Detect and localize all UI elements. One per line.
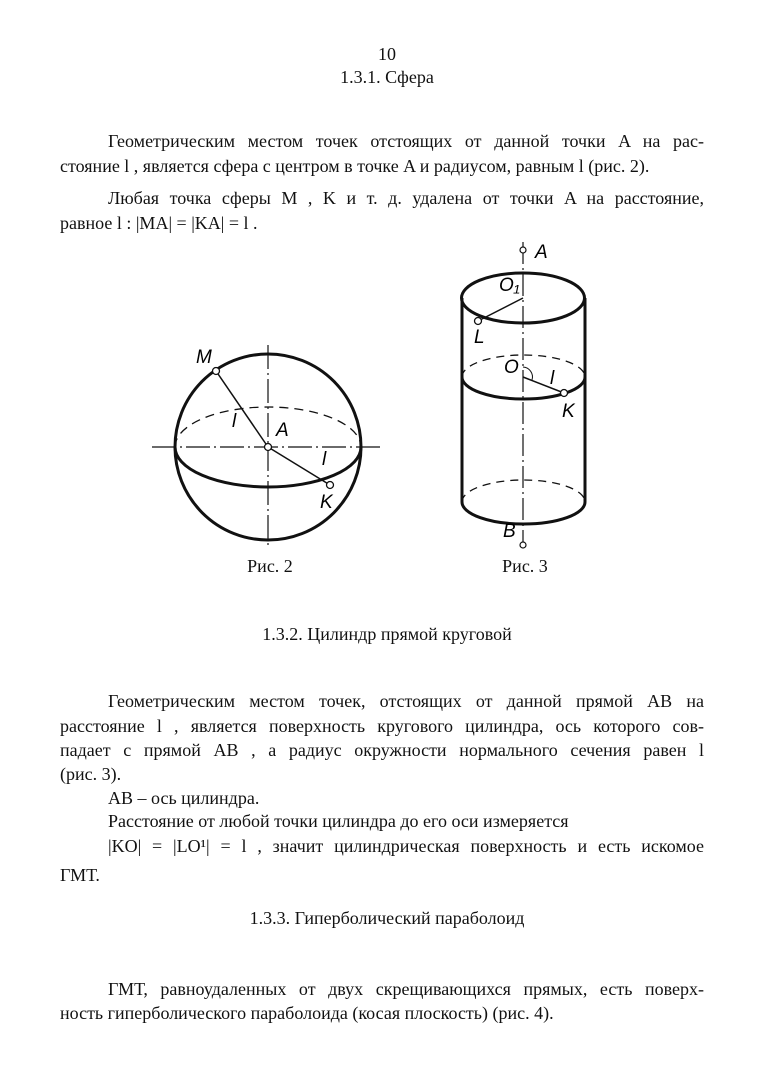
cylinder-paragraph-line-1: Геометрическим местом точек, отстоящих от данной прямой AB на xyxy=(108,691,704,711)
cylinder-distance-line: Расстояние от любой точки цилиндра до его оси измеряется xyxy=(108,811,569,831)
paraboloid-paragraph-line-2: ность гиперболического параболоида (косая плоскость) (рис. 4). xyxy=(60,1003,554,1023)
sphere-paragraph-2-line-1: Любая точка сферы M , K и т. д. удалена от точки A на расстояние, xyxy=(108,188,704,208)
label-L: L xyxy=(474,327,485,348)
figure-2-sphere xyxy=(140,335,390,550)
label-l-upper: l xyxy=(232,411,237,432)
cylinder-paragraph-line-4: (рис. 3). xyxy=(60,764,122,784)
figure-3-caption: Рис. 3 xyxy=(502,556,548,576)
label-l: l xyxy=(550,368,555,389)
section-title-hyperbolic-paraboloid: 1.3.3. Гиперболический параболоид xyxy=(249,908,525,928)
radius-AK xyxy=(268,447,330,485)
point-K xyxy=(327,482,334,489)
label-K: K xyxy=(562,401,575,422)
label-O: O xyxy=(504,357,519,378)
label-M: M xyxy=(196,347,212,368)
point-A xyxy=(265,444,272,451)
cylinder-paragraph-line-3: падает с прямой AB , а радиус окружности нормального сечения равен l xyxy=(60,740,704,760)
point-B xyxy=(520,542,526,548)
point-K xyxy=(561,390,568,397)
figure-3-cylinder xyxy=(440,240,610,550)
label-A: A xyxy=(276,420,289,441)
label-K: K xyxy=(320,492,333,513)
point-L xyxy=(475,318,482,325)
point-M xyxy=(213,368,220,375)
point-A xyxy=(520,247,526,253)
paraboloid-paragraph-line-1: ГМТ, равноудаленных от двух скрещивающихся прямых, есть поверх- xyxy=(108,979,704,999)
sphere-paragraph-2-line-2: равное l : |MA| = |KA| = l . xyxy=(60,213,258,233)
cylinder-paragraph-line-2: расстояние l , является поверхность кругового цилиндра, ось которого сов- xyxy=(60,716,704,736)
label-O1: O₁ xyxy=(499,275,520,296)
label-A: A xyxy=(535,242,548,263)
radius-O-K xyxy=(523,377,564,393)
label-l-lower: l xyxy=(322,449,327,470)
cylinder-formula-line: |KO| = |LO¹| = l , значит цилиндрическая поверхность и есть искомое xyxy=(108,836,704,856)
radius-MA xyxy=(216,371,268,447)
cylinder-last-line: ГМТ. xyxy=(60,865,100,885)
section-title-cylinder: 1.3.2. Цилиндр прямой круговой xyxy=(262,624,512,644)
figure-2-caption: Рис. 2 xyxy=(247,556,293,576)
radius-O1-L xyxy=(478,298,523,321)
cylinder-axis-line: AB – ось цилиндра. xyxy=(108,788,260,808)
sphere-paragraph-1-line-1: Геометрическим местом точек отстоящих от данной точки A на рас- xyxy=(108,131,704,151)
page-number: 10 xyxy=(378,44,396,64)
label-B: B xyxy=(503,521,516,542)
section-title-sphere: 1.3.1. Сфера xyxy=(340,67,434,87)
sphere-paragraph-1-line-2: стояние l , является сфера с центром в точке A и радиусом, равным l (рис. 2). xyxy=(60,156,650,176)
